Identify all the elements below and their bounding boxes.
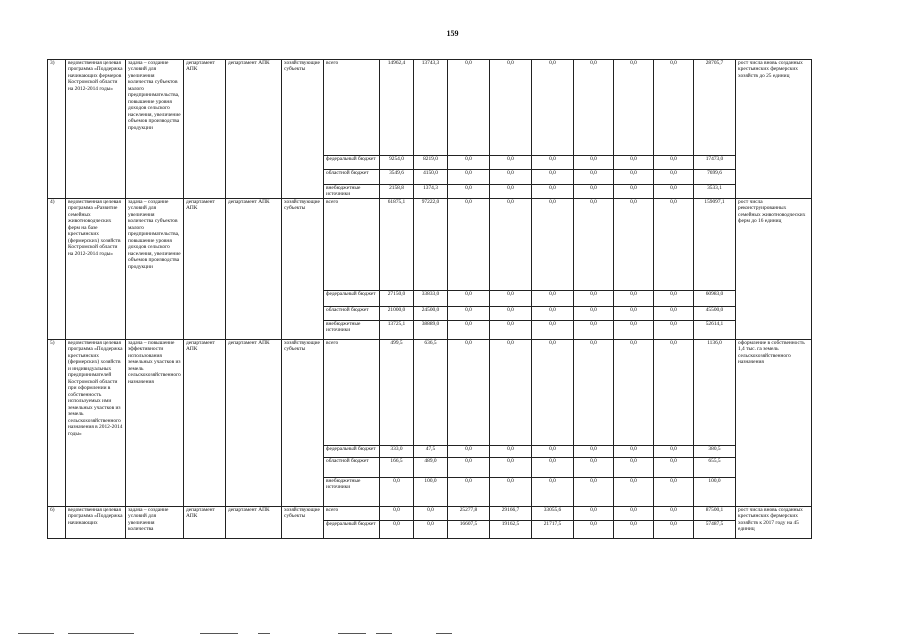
value-2019: 0,0	[654, 185, 694, 199]
value-2019: 0,0	[654, 340, 694, 446]
value-2015: 0,0	[490, 199, 532, 291]
value-total: 87500,1	[694, 507, 736, 521]
value-2019: 0,0	[654, 446, 694, 458]
value-2016: 21717,5	[532, 521, 574, 539]
value-total: 1136,0	[694, 340, 736, 446]
value-2015: 29166,7	[490, 507, 532, 521]
program-task: задача – создание условий для увеличения количества субъектов малого предпринимательства, повышение уровня доходов сельского населения, увеличение объемов производства продукции	[126, 60, 184, 199]
value-2019: 0,0	[654, 199, 694, 291]
funding-source: внебюджетные источники	[324, 185, 380, 199]
value-2015: 0,0	[490, 458, 532, 478]
program-name: ведомственная целевая программа «Поддержка крестьянских (фермерских) хозяйств и индивидуальных предпринимателей Костромской области при оформлении в собственность используемых ими земельных участков из земель сельскохозяйственного назначения в 2012-2014 годы»	[66, 340, 126, 507]
value-2012: 3549,6	[380, 170, 414, 185]
value-2014: 16607,5	[448, 521, 490, 539]
scan-rule	[258, 633, 270, 634]
value-2017: 0,0	[574, 507, 614, 521]
value-2012: 0,0	[380, 478, 414, 507]
value-2014: 0,0	[448, 321, 490, 340]
value-2013: 489,0	[414, 458, 448, 478]
value-2015: 0,0	[490, 307, 532, 321]
value-2014: 0,0	[448, 156, 490, 170]
value-2018: 0,0	[614, 458, 654, 478]
value-2014: 0,0	[448, 291, 490, 307]
value-2016: 0,0	[532, 199, 574, 291]
value-2017: 0,0	[574, 156, 614, 170]
expected-result: рост числа вновь созданных крестьянских фермерских хозяйств к 2017 году на 45 единиц	[736, 507, 812, 539]
program-number: 4)	[48, 199, 66, 340]
value-total: 45500,0	[694, 307, 736, 321]
value-2012: 333,0	[380, 446, 414, 458]
value-2017: 0,0	[574, 446, 614, 458]
program-coexecutor: департамент АПК	[226, 60, 282, 199]
value-2017: 0,0	[574, 458, 614, 478]
value-2012: 9254,0	[380, 156, 414, 170]
program-name: ведомственная целевая программа «Поддержка начинающих фермеров Костромской области на 2012-2014 годы»	[66, 60, 126, 199]
program-executor: департамент АПК	[184, 507, 226, 539]
value-2012: 166,5	[380, 458, 414, 478]
value-total: 28705,7	[694, 60, 736, 156]
value-2014: 0,0	[448, 446, 490, 458]
value-2014: 0,0	[448, 458, 490, 478]
program-participants: хозяйствующие субъекты	[282, 60, 324, 199]
value-2018: 0,0	[614, 507, 654, 521]
value-2016: 0,0	[532, 458, 574, 478]
program-executor: департамент АПК	[184, 340, 226, 507]
value-2012: 499,5	[380, 340, 414, 446]
value-2013: 24500,0	[414, 307, 448, 321]
value-2018: 0,0	[614, 185, 654, 199]
value-2013: 636,5	[414, 340, 448, 446]
value-2017: 0,0	[574, 307, 614, 321]
program-number: 5)	[48, 340, 66, 507]
page-number: 159	[446, 29, 459, 38]
program-name: ведомственная целевая программа «Поддержка начинающих	[66, 507, 126, 539]
funding-source: областной бюджет	[324, 458, 380, 478]
program-participants: хозяйствующие субъекты	[282, 199, 324, 340]
value-2016: 0,0	[532, 340, 574, 446]
program-name: ведомственная целевая программа «Развитие семейных животноводческих ферм на базе крестьянских (фермерских) хозяйств Костромской области на 2012-2014 годы»	[66, 199, 126, 340]
value-2013: 13743,3	[414, 60, 448, 156]
value-2018: 0,0	[614, 446, 654, 458]
funding-source: федеральный бюджет	[324, 446, 380, 458]
expected-result: оформление в собственность 1,4 тыс. га земель сельскохозяйственного назначения	[736, 340, 812, 507]
value-2014: 0,0	[448, 340, 490, 446]
value-2015: 0,0	[490, 321, 532, 340]
scan-rule	[436, 633, 452, 634]
value-2018: 0,0	[614, 156, 654, 170]
value-2017: 0,0	[574, 321, 614, 340]
value-2016: 0,0	[532, 185, 574, 199]
value-2013: 38889,0	[414, 321, 448, 340]
value-2018: 0,0	[614, 321, 654, 340]
value-2012: 2158,8	[380, 185, 414, 199]
value-2017: 0,0	[574, 60, 614, 156]
funding-source: федеральный бюджет	[324, 521, 380, 539]
value-2013: 97222,0	[414, 199, 448, 291]
funding-source: областной бюджет	[324, 170, 380, 185]
value-2015: 0,0	[490, 340, 532, 446]
table-row	[48, 340, 812, 446]
value-2017: 0,0	[574, 185, 614, 199]
value-total: 17473,0	[694, 156, 736, 170]
value-2019: 0,0	[654, 478, 694, 507]
value-2014: 0,0	[448, 478, 490, 507]
table-row	[48, 60, 812, 156]
value-2016: 0,0	[532, 307, 574, 321]
program-participants: хозяйствующие субъекты	[282, 507, 324, 539]
value-2012: 14962,4	[380, 60, 414, 156]
value-2018: 0,0	[614, 521, 654, 539]
value-2019: 0,0	[654, 307, 694, 321]
funding-source: внебюджетные источники	[324, 321, 380, 340]
value-2013: 8219,0	[414, 156, 448, 170]
program-task: задача – создание условий для увеличения количества субъектов малого предпринимательства, повышение уровня доходов сельского населения, увеличение объемов производства продукции	[126, 199, 184, 340]
value-2014: 0,0	[448, 60, 490, 156]
value-2015: 0,0	[490, 446, 532, 458]
value-2016: 0,0	[532, 170, 574, 185]
value-2019: 0,0	[654, 60, 694, 156]
funding-source: федеральный бюджет	[324, 291, 380, 307]
value-2014: 0,0	[448, 199, 490, 291]
value-2012: 0,0	[380, 521, 414, 539]
value-2018: 0,0	[614, 291, 654, 307]
value-2014: 25277,8	[448, 507, 490, 521]
value-2013: 4150,0	[414, 170, 448, 185]
value-2018: 0,0	[614, 478, 654, 507]
value-2014: 0,0	[448, 185, 490, 199]
value-2015: 19162,5	[490, 521, 532, 539]
value-2016: 0,0	[532, 321, 574, 340]
value-total: 52614,1	[694, 321, 736, 340]
value-total: 380,5	[694, 446, 736, 458]
program-number: 6)	[48, 507, 66, 539]
program-number: 3)	[48, 60, 66, 199]
value-2016: 0,0	[532, 478, 574, 507]
value-2014: 0,0	[448, 170, 490, 185]
funding-source: всего	[324, 340, 380, 446]
value-2019: 0,0	[654, 170, 694, 185]
value-2014: 0,0	[448, 307, 490, 321]
value-2015: 0,0	[490, 170, 532, 185]
value-2019: 0,0	[654, 156, 694, 170]
value-2018: 0,0	[614, 199, 654, 291]
value-2019: 0,0	[654, 507, 694, 521]
scan-rule	[68, 633, 134, 634]
value-2019: 0,0	[654, 291, 694, 307]
program-executor: департамент АПК	[184, 199, 226, 340]
funding-source: всего	[324, 60, 380, 156]
value-2013: 0,0	[414, 507, 448, 521]
value-2013: 1374,3	[414, 185, 448, 199]
program-executor: департамент АПК	[184, 60, 226, 199]
value-2015: 0,0	[490, 156, 532, 170]
value-2012: 13725,1	[380, 321, 414, 340]
value-2012: 61875,1	[380, 199, 414, 291]
funding-source: федеральный бюджет	[324, 156, 380, 170]
value-2019: 0,0	[654, 521, 694, 539]
value-total: 60983,0	[694, 291, 736, 307]
value-2015: 0,0	[490, 60, 532, 156]
scan-rule	[376, 633, 392, 634]
funding-source: областной бюджет	[324, 307, 380, 321]
value-2013: 100,0	[414, 478, 448, 507]
value-2018: 0,0	[614, 170, 654, 185]
value-2013: 33833,0	[414, 291, 448, 307]
value-2013: 47,5	[414, 446, 448, 458]
value-2015: 0,0	[490, 478, 532, 507]
table-row	[48, 507, 812, 521]
program-task: задача – повышение эффективности использования земельных участков из земель сельскохозяйственного назначения	[126, 340, 184, 507]
value-2017: 0,0	[574, 521, 614, 539]
program-task: задача – создание условий для увеличения количества	[126, 507, 184, 539]
funding-source: внебюджетные источники	[324, 478, 380, 507]
value-2015: 0,0	[490, 291, 532, 307]
funding-source: всего	[324, 507, 380, 521]
value-2013: 0,0	[414, 521, 448, 539]
budget-table	[47, 59, 812, 539]
funding-source: всего	[324, 199, 380, 291]
value-total: 159097,1	[694, 199, 736, 291]
program-coexecutor: департамент АПК	[226, 199, 282, 340]
value-2015: 0,0	[490, 185, 532, 199]
value-2017: 0,0	[574, 199, 614, 291]
value-2018: 0,0	[614, 340, 654, 446]
value-2012: 27150,0	[380, 291, 414, 307]
value-2016: 0,0	[532, 156, 574, 170]
value-2016: 33055,6	[532, 507, 574, 521]
value-2017: 0,0	[574, 170, 614, 185]
program-coexecutor: департамент АПК	[226, 340, 282, 507]
expected-result: рост числа вновь созданных крестьянских фермерских хозяйств до 25 единиц	[736, 60, 812, 199]
value-total: 655,5	[694, 458, 736, 478]
value-total: 3533,1	[694, 185, 736, 199]
value-2019: 0,0	[654, 321, 694, 340]
value-2016: 0,0	[532, 291, 574, 307]
value-total: 7699,6	[694, 170, 736, 185]
value-2017: 0,0	[574, 478, 614, 507]
value-2018: 0,0	[614, 60, 654, 156]
value-2016: 0,0	[532, 446, 574, 458]
value-2017: 0,0	[574, 340, 614, 446]
value-2019: 0,0	[654, 458, 694, 478]
expected-result: рост числа реконструированных семейных животноводческих ферм до 16 единиц	[736, 199, 812, 340]
scan-rule	[18, 633, 54, 634]
value-2018: 0,0	[614, 307, 654, 321]
value-2016: 0,0	[532, 60, 574, 156]
value-2012: 21000,0	[380, 307, 414, 321]
scan-rule	[338, 633, 366, 634]
program-coexecutor: департамент АПК	[226, 507, 282, 539]
value-total: 57487,5	[694, 521, 736, 539]
value-2017: 0,0	[574, 291, 614, 307]
table-row	[48, 199, 812, 291]
value-2012: 0,0	[380, 507, 414, 521]
value-total: 100,0	[694, 478, 736, 507]
scan-rule	[200, 633, 238, 634]
program-participants: хозяйствующие субъекты	[282, 340, 324, 507]
